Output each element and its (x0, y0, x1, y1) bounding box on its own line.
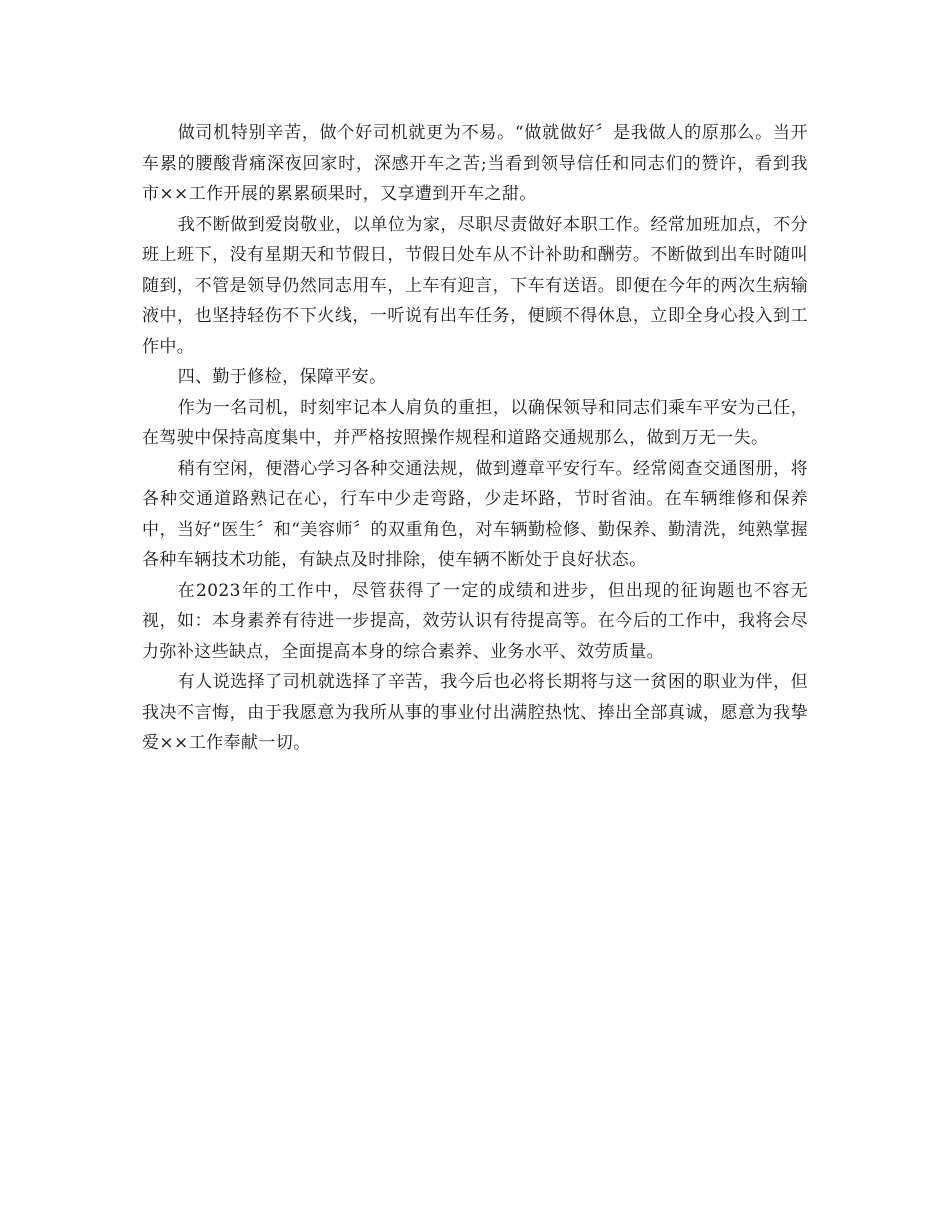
paragraph-driver-hardship: 做司机特别辛苦，做个好司机就更为不易。“做就做好〞是我做人的原那么。当开车累的腰酸背痛深夜回家时，深感开车之苦;当看到领导信任和同志们的赞许，看到我市××工作开展的累累硕果时，又享遭到开车之甜。 (142, 123, 808, 204)
paragraph-shortcomings: 在2023年的工作中，尽管获得了一定的成绩和进步，但出现的征询题也不容无视，如：本身素养有待进一步提高，效劳认识有待提高等。在今后的工作中，我将会尽力弥补这些缺点，全面提高本身的综合素养、业务水平、效劳质量。 (142, 580, 808, 662)
section-heading-maintenance: 四、勤于修检，保障平安。 (177, 367, 387, 387)
paragraph-dedication: 我不断做到爱岗敬业，以单位为家，尽职尽责做好本职工作。经常加班加点，不分班上班下，没有星期天和节假日，节假日处车从不计补助和酬劳。不断做到出车时随叫随到，不管是领导仍然同志用车，上车有迎言，下车有送语。即便在今年的两次生病输液中，也坚持轻伤不下火线，一听说有出车任务，便顾不得休息，立即全身心投入到工作中。 (142, 214, 808, 357)
paragraph-closing: 有人说选择了司机就选择了辛苦，我今后也必将长期将与这一贫困的职业为伴，但我决不言悔，由于我愿意为我所从事的事业付出满腔热忱、捧出全部真诚，愿意为我挚爱××工作奉献一切。 (142, 672, 808, 753)
document-body (142, 118, 808, 759)
paragraph-vehicle-care: 稍有空闲，便潜心学习各种交通法规，做到遵章平安行车。经常阅查交通图册，将各种交通道路熟记在心，行车中少走弯路，少走坏路，节时省油。在车辆维修和保养中，当好“医生〞和“美容师〞的双重角色，对车辆勤检修、勤保养、勤清洗，纯熟掌握各种车辆技术功能，有缺点及时排除，使车辆不断处于良好状态。 (142, 458, 808, 570)
paragraph-safety: 作为一名司机，时刻牢记本人肩负的重担，以确保领导和同志们乘车平安为己任，在驾驶中保持高度集中，并严格按照操作规程和道路交通规那么，做到万无一失。 (142, 397, 808, 448)
